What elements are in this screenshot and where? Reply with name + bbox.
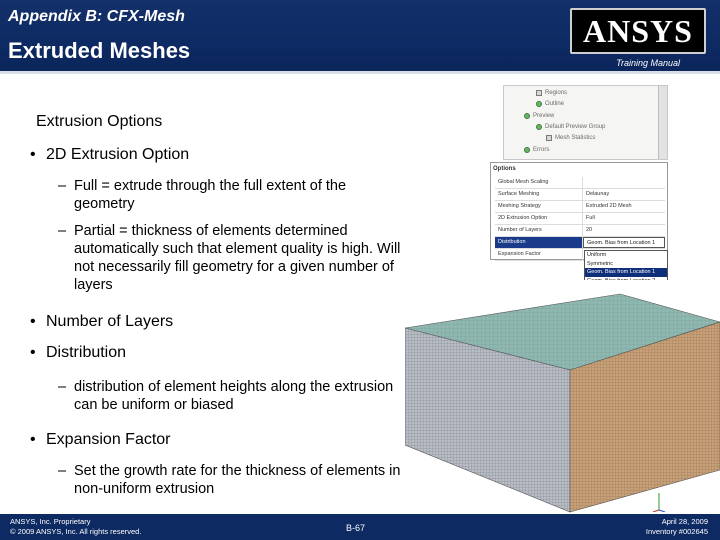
page-number: B-67 — [346, 523, 366, 533]
ansys-logo — [570, 8, 706, 54]
tree-node-icon — [536, 101, 542, 107]
option-key: Number of Layers — [495, 225, 583, 236]
sub-bullet-text: distribution of element heights along the extrusion can be uniform or biased — [74, 379, 394, 413]
tree-node-icon — [546, 135, 552, 141]
option-value — [583, 177, 665, 188]
dash: – — [58, 223, 67, 239]
bullet-distribution — [30, 344, 126, 362]
footer-date: April 28, 2009 — [661, 517, 708, 526]
logo-text: ANSYS — [583, 12, 693, 49]
tree-item-label: Mesh Statistics — [555, 135, 596, 141]
footer-proprietary: ANSYS, Inc. Proprietary — [10, 517, 91, 526]
tree-scrollbar[interactable] — [658, 86, 667, 159]
options-header: Options — [493, 166, 516, 172]
option-value: Delaunay — [586, 191, 610, 197]
option-value: Extruded 2D Mesh — [586, 203, 632, 209]
slide-subtitle: Appendix B: CFX-Mesh — [8, 8, 185, 25]
footer-copyright — [10, 517, 141, 537]
bullet-expansion-factor — [30, 431, 171, 449]
option-key: Meshing Strategy — [495, 201, 583, 212]
option-row[interactable] — [495, 225, 665, 237]
tree-item-label: Regions — [545, 90, 568, 96]
tree-node-icon — [536, 124, 542, 130]
section-heading: Extrusion Options — [36, 113, 163, 130]
header-band — [0, 0, 720, 74]
bullet-dot: • — [30, 313, 36, 330]
tree-item[interactable] — [536, 101, 564, 107]
option-value-select[interactable]: Geom. Bias from Location 1 — [583, 237, 665, 248]
dropdown-option-highlighted[interactable]: Geom. Bias from Location 1 — [585, 268, 667, 277]
option-key: Surface Meshing — [495, 189, 583, 200]
tree-node-icon — [536, 90, 542, 96]
option-value: Full — [586, 215, 595, 221]
footer-band — [0, 514, 720, 540]
bullet-dot: • — [30, 146, 36, 163]
sub-bullet-text: Full = extrude through the full extent of the geometry — [74, 178, 347, 212]
sub-bullet-partial — [58, 222, 403, 294]
tree-item[interactable] — [536, 124, 605, 130]
option-key: Expansion Factor — [495, 249, 583, 260]
tree-item-label: Preview — [533, 113, 555, 119]
option-value: 20 — [586, 227, 593, 233]
axis-triad-icon — [652, 490, 666, 512]
bullet-number-of-layers — [30, 313, 173, 331]
tree-item-label: Errors — [533, 147, 550, 153]
option-key: Distribution — [495, 237, 583, 248]
dash: – — [58, 178, 67, 194]
option-row[interactable] — [495, 177, 665, 189]
tree-item[interactable] — [536, 90, 567, 96]
tree-item-label: Outline — [545, 101, 565, 107]
dash: – — [58, 379, 67, 395]
option-row-selected[interactable] — [495, 237, 665, 249]
sub-bullet-full — [58, 177, 403, 213]
footer-inventory: Inventory #002645 — [645, 527, 708, 536]
tree-node-icon — [524, 147, 530, 153]
option-row[interactable] — [495, 189, 665, 201]
footer-rights: © 2009 ANSYS, Inc. All rights reserved. — [10, 527, 142, 536]
sub-bullet-text: Set the growth rate for the thickness of elements in non-uniform extrusion — [74, 463, 401, 497]
options-panel — [490, 162, 668, 260]
tree-node-icon — [524, 113, 530, 119]
training-manual-label: Training Manual — [616, 58, 680, 68]
dropdown-option[interactable]: Geom. Bias from Location 2 — [587, 277, 656, 284]
bullet-dot: • — [30, 344, 36, 361]
tree-item[interactable] — [524, 113, 554, 119]
bullet-2d-extrusion — [30, 146, 189, 164]
tree-panel — [503, 85, 668, 160]
option-row[interactable] — [495, 213, 665, 225]
sub-bullet-text: Partial = thickness of elements determined automatically such that element quality is high. Will not necessarily fill geometry for a given number of layers — [74, 223, 401, 293]
dash: – — [58, 463, 67, 479]
tree-item[interactable] — [546, 135, 595, 141]
extruded-mesh-image — [405, 280, 720, 515]
bullet-text: Distribution — [46, 344, 127, 361]
slide-title: Extruded Meshes — [8, 38, 191, 63]
dropdown-option[interactable]: Uniform — [587, 252, 607, 258]
tree-item[interactable] — [524, 147, 549, 153]
sub-bullet-distribution — [58, 378, 403, 414]
option-key: Global Mesh Scaling — [495, 177, 583, 188]
option-key: 2D Extrusion Option — [495, 213, 583, 224]
bullet-text: Number of Layers — [46, 313, 174, 330]
option-row[interactable] — [495, 201, 665, 213]
tree-item-label: Default Preview Group — [545, 124, 606, 130]
sub-bullet-expansion — [58, 462, 403, 498]
dropdown-option[interactable]: Symmetric — [587, 260, 613, 267]
bullet-text: 2D Extrusion Option — [46, 146, 190, 163]
footer-date-inventory — [646, 517, 708, 537]
bullet-text: Expansion Factor — [46, 431, 171, 448]
bullet-dot: • — [30, 431, 36, 448]
